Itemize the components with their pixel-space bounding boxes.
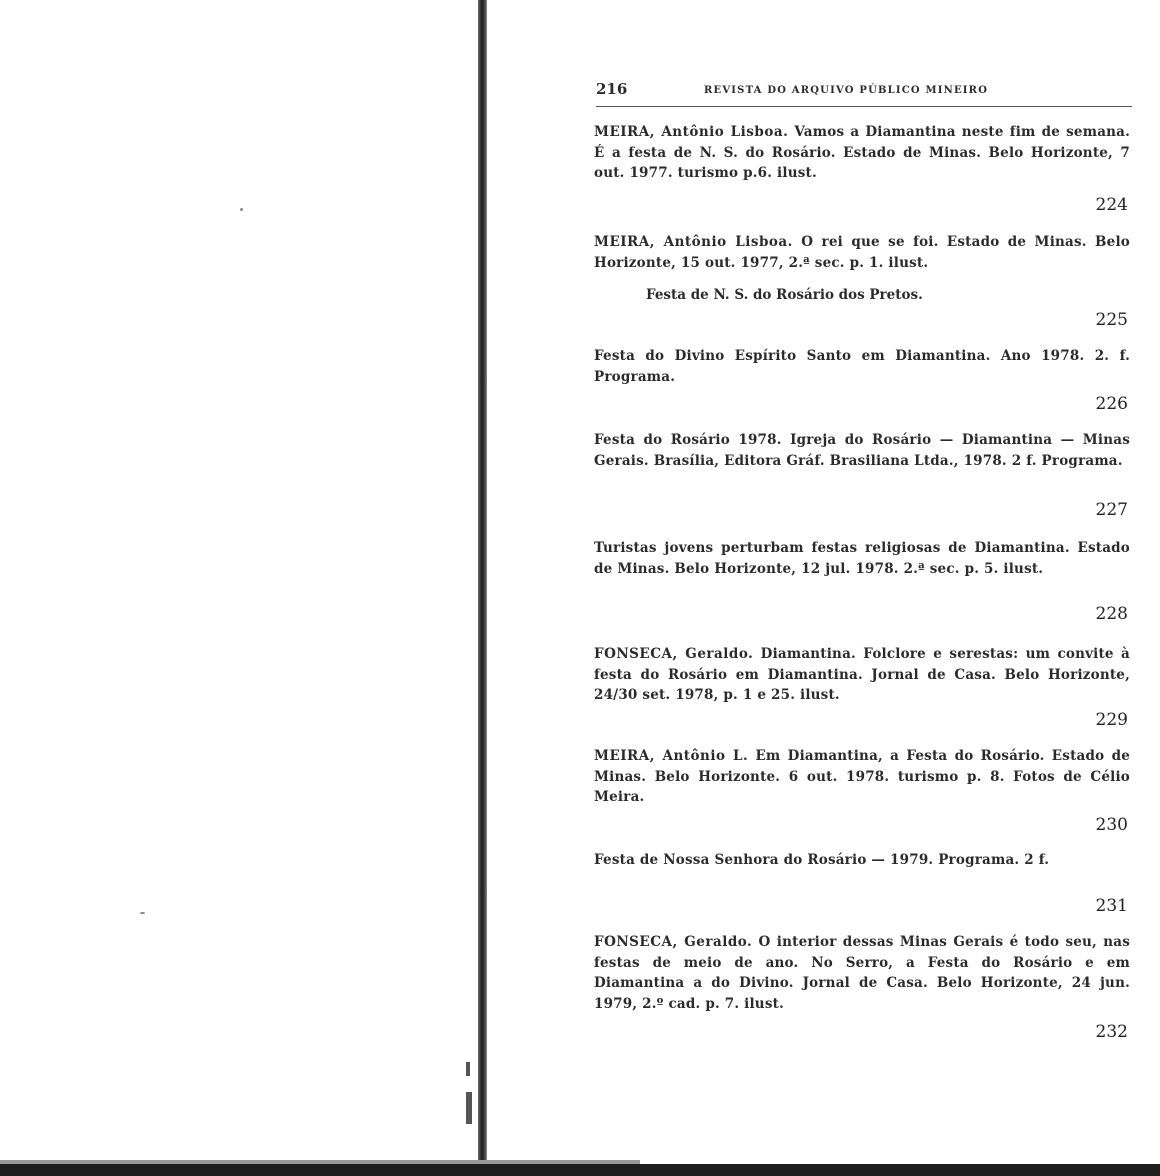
running-title: REVISTA DO ARQUIVO PÚBLICO MINEIRO: [704, 85, 989, 96]
page-number: 216: [596, 80, 628, 98]
entry-author: MEIRA, Antônio Lisboa.: [594, 124, 789, 140]
entry-number: 227: [1095, 500, 1128, 520]
entry-description: Vamos a Diamantina neste fim de semana. É a festa de N. S. do Rosário. Estado de Minas. Belo Horizonte, 7 out. 1977. turismo p.6. ilust.: [594, 124, 1130, 181]
entry-text: [594, 746, 1130, 808]
entry-text: [594, 850, 1130, 871]
entry-number: 232: [1095, 1022, 1128, 1042]
entry-number: 229: [1095, 710, 1128, 730]
page-header: [596, 80, 1132, 108]
entry-text: [594, 346, 1130, 387]
entry-text: [594, 932, 1130, 1014]
scan-speck: [140, 912, 145, 914]
entry-description: O rei que se foi. Estado de Minas. Belo Horizonte, 15 out. 1977, 2.ª sec. p. 1. ilust.: [594, 234, 1130, 271]
entry-number: 230: [1095, 815, 1128, 835]
entry-author: FONSECA, Geraldo.: [594, 934, 753, 950]
entry-text: [594, 430, 1130, 471]
entry-number: 224: [1095, 195, 1128, 215]
scan-bottom-edge: [0, 1164, 1160, 1176]
entry-author: MEIRA, Antônio Lisboa.: [594, 234, 793, 250]
entry-description: O interior dessas Minas Gerais é todo seu, nas festas de meio de ano. No Serro, a Festa do Rosário e em Diamantina a do Divino. Jornal de Casa. Belo Horizonte, 24 jun. 1979, 2.º cad. p. 7. ilust.: [594, 934, 1130, 1012]
entry-note: Festa de N. S. do Rosário dos Pretos.: [646, 287, 923, 303]
spine-mark: [466, 1062, 470, 1076]
entry-author: FONSECA, Geraldo.: [594, 646, 754, 662]
entry-text: [594, 232, 1130, 273]
entry-description: Diamantina. Folclore e serestas: um convite à festa do Rosário em Diamantina. Jornal de Casa. Belo Horizonte, 24/30 set. 1978, p. 1 e 25. ilust.: [594, 646, 1130, 703]
entry-number: 225: [1095, 310, 1128, 330]
entry-description: Festa do Rosário 1978. Igreja do Rosário — Diamantina — Minas Gerais. Brasília, Editora Gráf. Brasiliana Ltda., 1978. 2 f. Programa.: [594, 432, 1130, 469]
entry-description: Turistas jovens perturbam festas religiosas de Diamantina. Estado de Minas. Belo Horizonte, 12 jul. 1978. 2.ª sec. p. 5. ilust.: [594, 540, 1130, 577]
entry-text: [594, 644, 1130, 706]
entry-description: Em Diamantina, a Festa do Rosário. Estado de Minas. Belo Horizonte. 6 out. 1978. turismo p. 8. Fotos de Célio Meira.: [594, 748, 1130, 805]
entry-number: 228: [1095, 604, 1128, 624]
entry-text: [594, 122, 1130, 184]
spine-mark: [466, 1092, 472, 1124]
left-page-blank: [0, 0, 478, 1176]
entry-description: Festa de Nossa Senhora do Rosário — 1979. Programa. 2 f.: [594, 852, 1050, 868]
header-rule: [596, 106, 1132, 107]
entry-author: MEIRA, Antônio L.: [594, 748, 749, 764]
scan-speck: [240, 208, 243, 211]
entry-description: Festa do Divino Espírito Santo em Diamantina. Ano 1978. 2. f. Programa.: [594, 348, 1130, 385]
book-spine: [478, 0, 487, 1160]
entry-number: 231: [1095, 896, 1128, 916]
entry-text: [594, 538, 1130, 579]
entry-number: 226: [1095, 394, 1128, 414]
